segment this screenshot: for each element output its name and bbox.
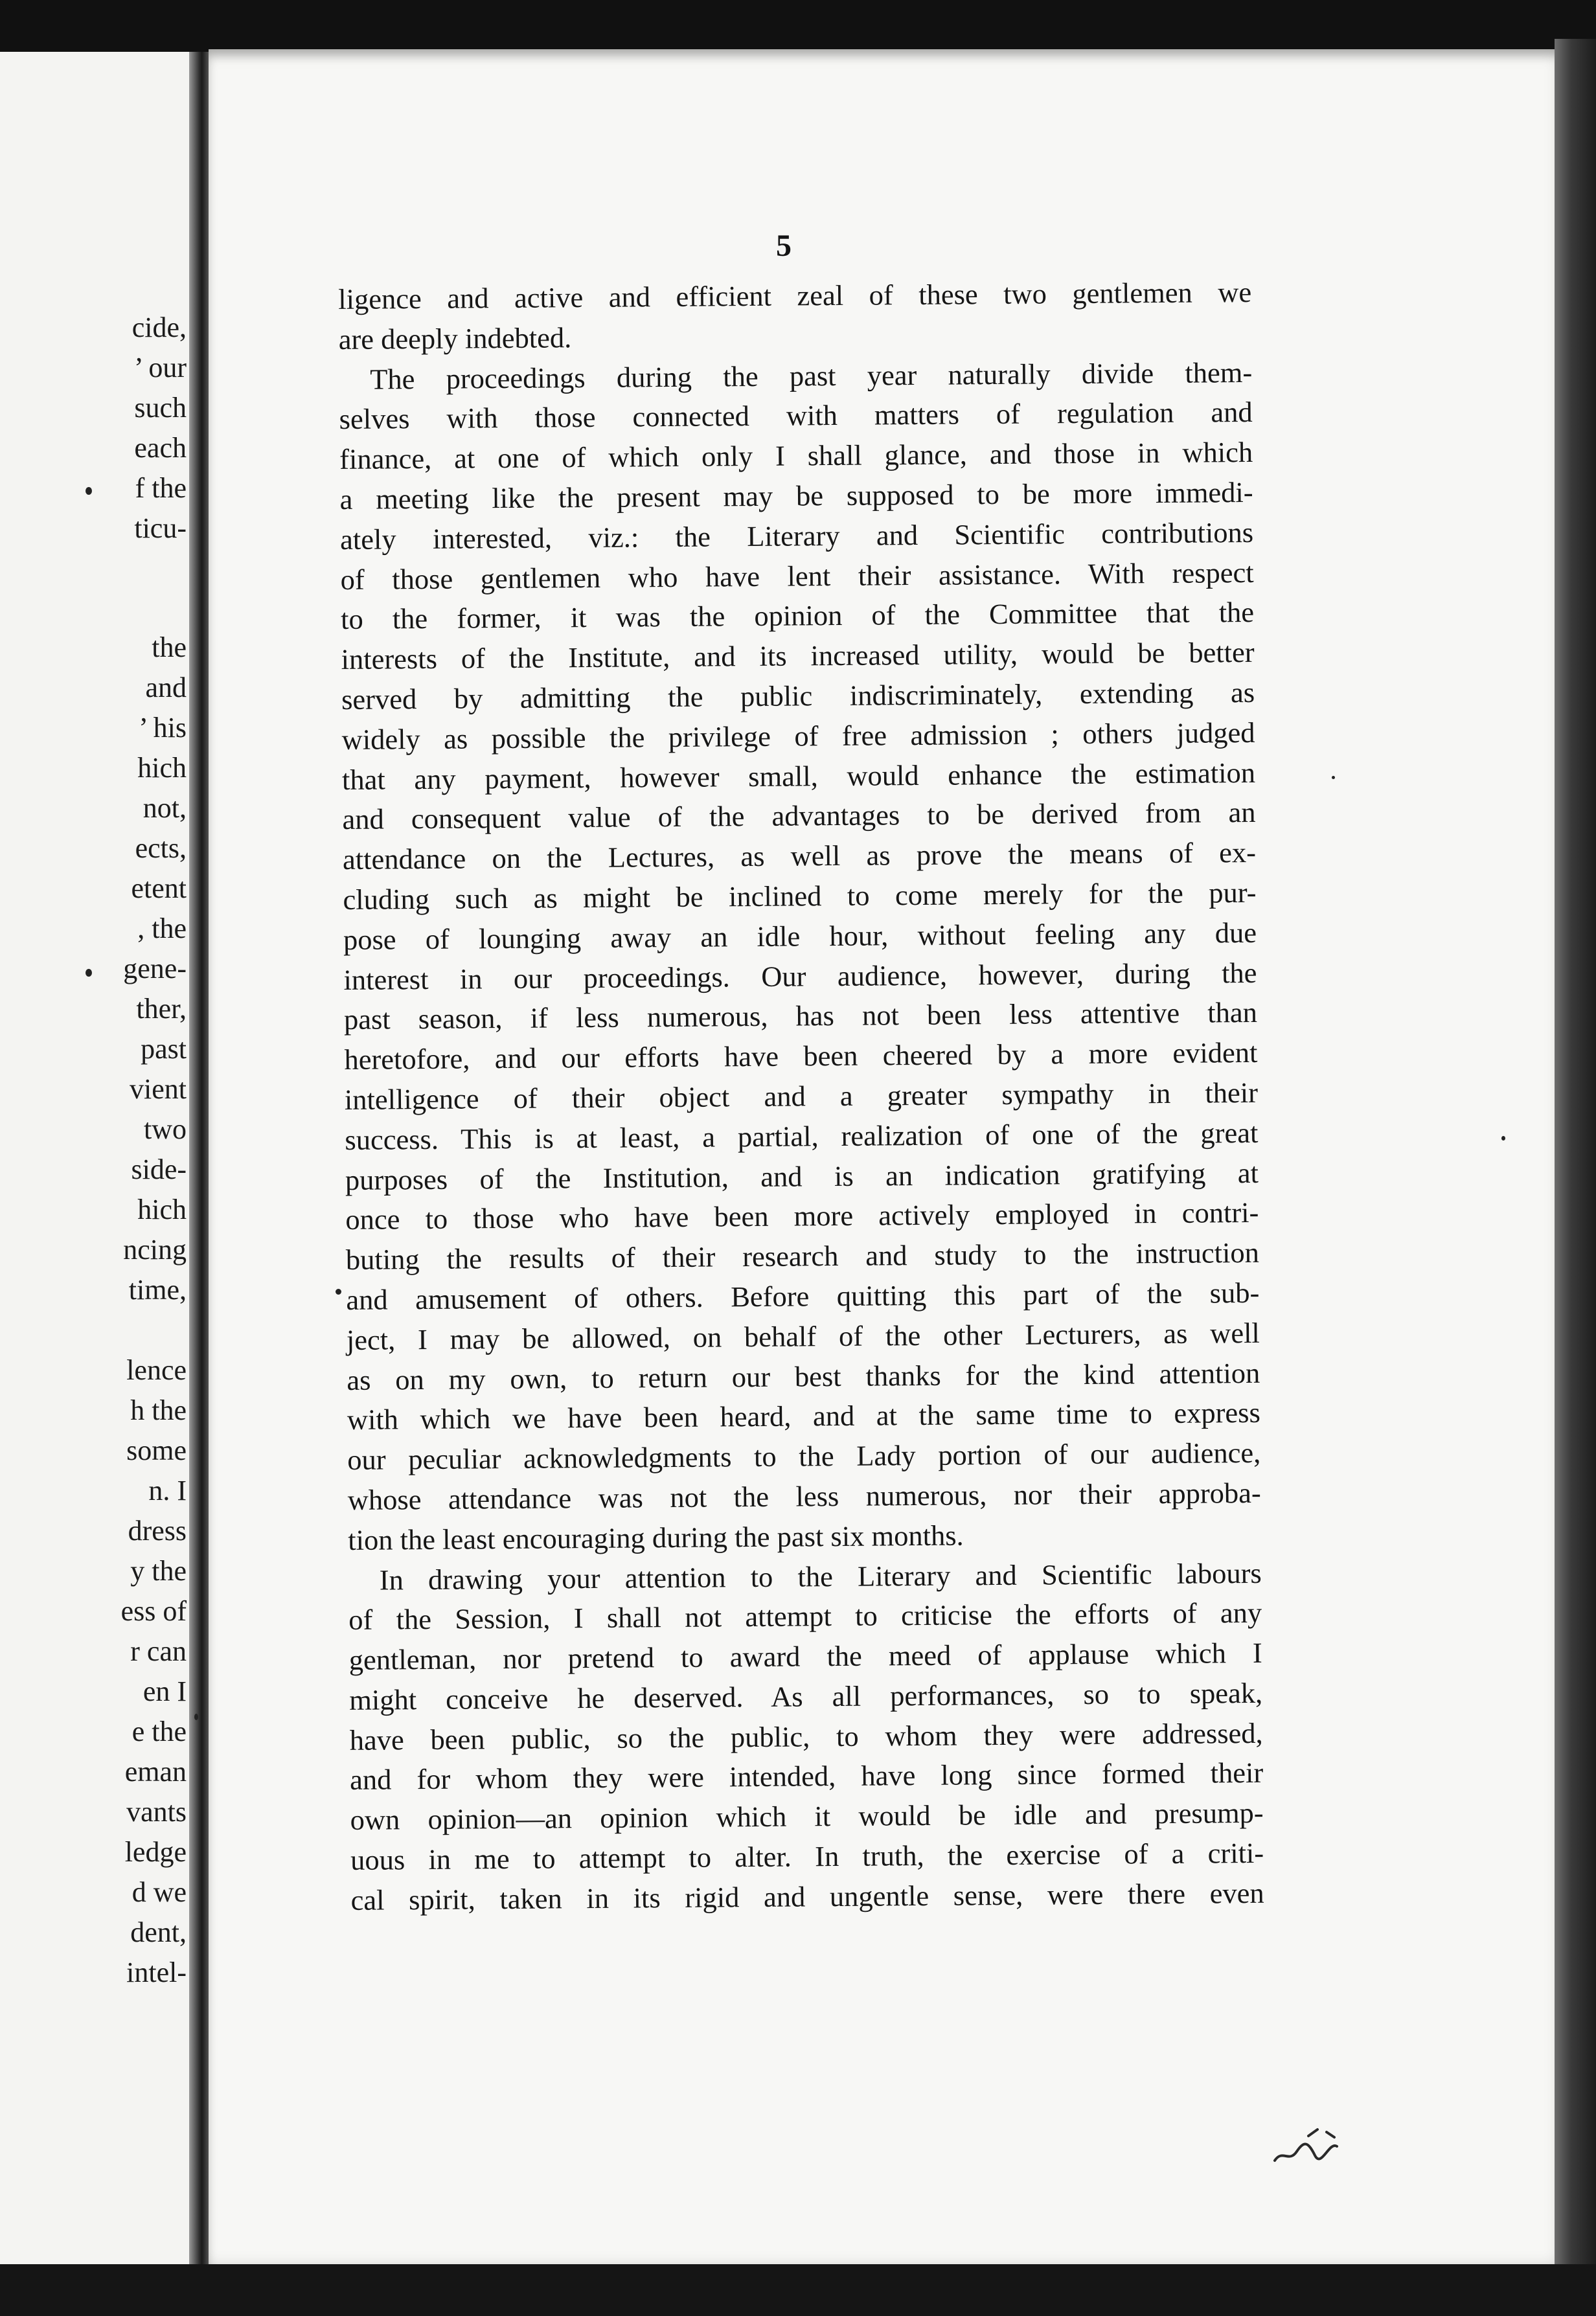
text-line: purposes of the Institution, and is an indication gratifying at [345, 1156, 1259, 1196]
text-line: pose of lounging away an idle hour, without feeling any due [343, 916, 1257, 956]
text-line: are deeply indebted. [338, 321, 572, 356]
left-page-line: r can [130, 1635, 187, 1667]
left-page-line: d we [131, 1876, 187, 1908]
text-line: own opinion—an opinion which it would be idle and presump- [350, 1797, 1264, 1837]
left-page-line: ’ his [139, 712, 187, 744]
text-line: heretofore, and our efforts have been cheered by a more evident [344, 1036, 1258, 1076]
left-page-line: f the [135, 472, 187, 504]
dust-speck [336, 1289, 341, 1295]
left-page-line: vient [130, 1073, 187, 1105]
scan-top-border [0, 0, 1596, 52]
text-line: In drawing your attention to the Literary and Scientific labours [379, 1556, 1262, 1596]
dust-speck [194, 1714, 198, 1720]
left-page-line: h the [130, 1394, 187, 1426]
left-page-line: vants [126, 1796, 187, 1828]
text-line: served by admitting the public indiscriminately, extending as [341, 676, 1255, 716]
text-line: attendance on the Lectures, as well as prove the means of ex- [342, 836, 1257, 876]
left-page-line: eman [124, 1756, 187, 1788]
left-page-fragment [0, 52, 194, 2267]
text-line: a meeting like the present may be supposed to be more immedi- [339, 475, 1253, 516]
text-line: have been public, so the public, to whom they were addressed, [349, 1716, 1263, 1756]
text-line: ately interested, viz.: the Literary and Scientific contributions [339, 516, 1254, 556]
left-page-line: gene- [123, 953, 187, 984]
left-page-line: hich [137, 1194, 187, 1225]
dust-speck [86, 969, 92, 977]
text-line: to the former, it was the opinion of the Committee that the [340, 596, 1255, 636]
text-line: tion the least encouraging during the past six months. [348, 1519, 964, 1556]
scan-right-edge [1555, 39, 1596, 2316]
text-line: cluding such as might be inclined to come merely for the pur- [343, 876, 1257, 916]
text-line: our peculiar acknowledgments to the Lady portion of our audience, [347, 1436, 1261, 1477]
left-page-line: such [134, 392, 187, 424]
left-page-line: some [126, 1435, 187, 1466]
left-page-line: ncing [123, 1234, 187, 1266]
text-line: past season, if less numerous, has not been less attentive than [343, 996, 1258, 1036]
left-page-line: not, [142, 792, 187, 824]
left-page-line: e the [131, 1716, 187, 1747]
dust-speck [1501, 1136, 1505, 1141]
left-page-line: etent [131, 872, 187, 904]
text-line: might conceive he deserved. As all performances, so to speak, [349, 1676, 1263, 1716]
text-line: with which we have been heard, and at the same time to express [347, 1396, 1260, 1436]
text-line: of the Session, I shall not attempt to criticise the efforts of any [348, 1596, 1262, 1637]
left-page-line: and [145, 672, 187, 703]
text-line: selves with those connected with matters of regulation and [339, 396, 1253, 436]
left-page-line: ledge [124, 1836, 187, 1868]
text-line: finance, at one of which only I shall glance, and those in which [339, 436, 1253, 476]
left-page-line: ess of [120, 1595, 187, 1627]
text-line: of those gentlemen who have lent their assistance. With respect [340, 556, 1254, 596]
left-page-line: dent, [130, 1916, 187, 1948]
left-page-line: ticu- [134, 512, 187, 544]
text-line: and for whom they were intended, have long since formed their [349, 1756, 1264, 1797]
text-line: intelligence of their object and a greater sympathy in their [344, 1076, 1259, 1116]
left-page-line: cide, [131, 312, 187, 343]
text-line: as on my own, to return our best thanks for the kind attention [347, 1356, 1260, 1396]
text-line: and amusement of others. Before quitting this part of the sub- [346, 1276, 1260, 1316]
text-line: widely as possible the privilege of free admission ; others judged [341, 716, 1255, 756]
left-page-line: lence [126, 1354, 187, 1386]
text-line: The proceedings during the past year naturally divide them- [370, 356, 1253, 396]
left-page-line: two [144, 1113, 187, 1145]
text-line: ject, I may be allowed, on behalf of the other Lecturers, as well [346, 1316, 1260, 1356]
text-line: and consequent value of the advantages to be derived from an [342, 796, 1256, 836]
text-line: cal spirit, taken in its rigid and ungentle sense, were there even [350, 1876, 1264, 1916]
left-page-line: dress [128, 1515, 187, 1547]
text-line: ligence and active and efficient zeal of these two gentlemen we [338, 275, 1252, 315]
body-text [338, 273, 1264, 1921]
left-page-line: ects, [135, 832, 187, 864]
left-page-line: time, [128, 1274, 187, 1306]
left-page-line: hich [137, 752, 187, 784]
text-line: whose attendance was not the less numerous, nor their approba- [347, 1476, 1261, 1516]
left-page-line: y the [130, 1555, 187, 1587]
text-line: interests of the Institute, and its increased utility, would be better [341, 636, 1255, 676]
left-page-line: side- [131, 1153, 187, 1185]
left-page-line: intel- [126, 1957, 187, 1988]
left-page-line: ’ our [133, 352, 187, 383]
left-page-line: ther, [136, 993, 187, 1025]
text-line: once to those who have been more actively employed in contri- [345, 1196, 1259, 1236]
text-line: that any payment, however small, would enhance the estimation [341, 756, 1256, 796]
left-page-line: each [134, 432, 187, 464]
scan-bottom-border [0, 2264, 1596, 2316]
text-line: success. This is at least, a partial, realization of one of the great [345, 1116, 1259, 1156]
text-line: uous in me to attempt to alter. In truth, the exercise of a criti- [350, 1836, 1264, 1877]
left-page-line: en I [142, 1675, 187, 1707]
left-page-line: , the [137, 913, 187, 944]
dust-speck [1332, 776, 1335, 779]
text-line: interest in our proceedings. Our audience, however, during the [343, 956, 1257, 996]
dust-speck [86, 487, 92, 495]
page-number: 5 [776, 229, 792, 263]
text-line: buting the results of their research and study to the instruction [345, 1236, 1260, 1277]
text-line: gentleman, nor pretend to award the meed of applause which I [348, 1636, 1262, 1677]
left-page-line: past [141, 1033, 187, 1065]
left-page-line: n. I [148, 1475, 187, 1506]
ink-scribble [1270, 2123, 1354, 2168]
left-page-line: the [152, 631, 187, 663]
